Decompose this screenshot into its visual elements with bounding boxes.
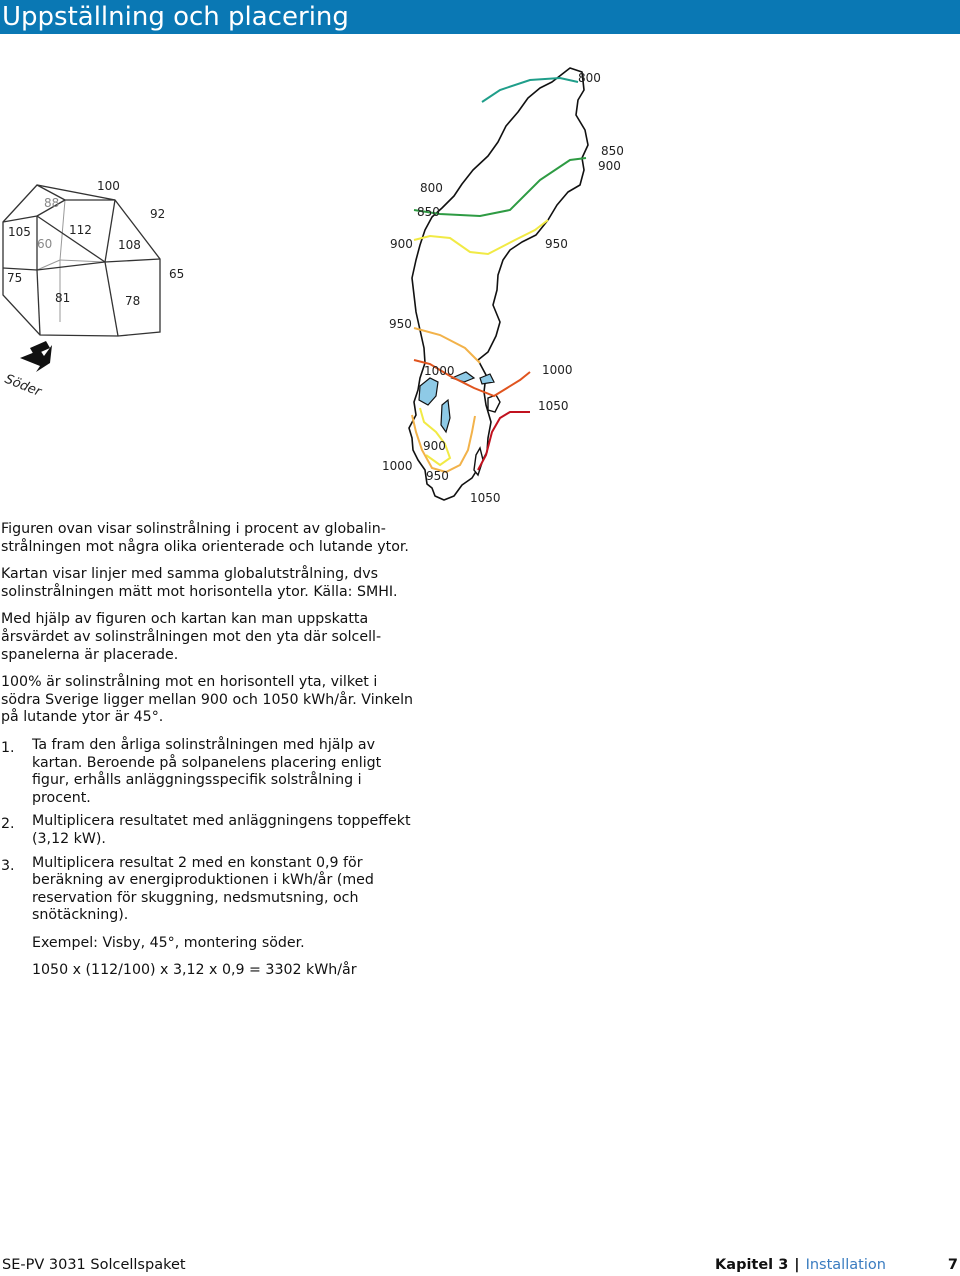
isoline-label: 1000: [382, 459, 413, 473]
sweden-outline: [409, 68, 588, 500]
figure-value: 60: [37, 237, 53, 251]
footer-chapter-info: [715, 1257, 958, 1273]
isoline-label: 1050: [538, 399, 569, 413]
paragraph-map-description: Kartan visar linjer med samma globalutstrålning, dvs solinstrålningen mätt mot horisontella ytor. Källa: SMHI.: [1, 566, 398, 600]
footer-document-name: SE-PV 3031 Solcellspaket: [2, 1257, 186, 1273]
paragraph-figure-description: Figuren ovan visar solinstrålning i procent av globalinstrålningen mot några olika orienterade och lutande ytor.: [1, 521, 409, 555]
step-2: [1, 813, 421, 848]
isoline-label: 1000: [542, 363, 573, 377]
step-3: [1, 855, 421, 925]
footer-chapter: Kapitel 3: [715, 1257, 789, 1273]
direction-label: Söder: [2, 371, 44, 400]
isoline-label: 800: [420, 181, 443, 195]
isoline-label: 950: [389, 317, 412, 331]
figure-value: 105: [8, 225, 31, 239]
paragraph-horizontal-reference: 100% är solinstrålning mot en horisontell yta, vilket i södra Sverige ligger mellan 900 och 1050 kWh/år. Vinkeln på lutande ytor är 45°.: [1, 674, 414, 726]
figure-value: 108: [118, 238, 141, 252]
figure-value: 88: [44, 196, 60, 210]
page-title: Uppställning och placering: [0, 0, 960, 34]
example-formula: 1050 x (112/100) x 3,12 x 0,9 = 3302 kWh/år: [32, 962, 357, 979]
example-label: Exempel: Visby, 45°, montering söder.: [32, 934, 305, 951]
figure-value: 65: [169, 267, 185, 281]
footer-separator: |: [794, 1257, 800, 1273]
figure-value: 100: [97, 179, 120, 193]
isoline-label: 900: [390, 237, 413, 251]
figure-value: 92: [150, 207, 166, 221]
paragraph-estimation: Med hjälp av figuren och kartan kan man uppskatta årsvärdet av solinstrålningen mot den yta där solcellspanelerna är placerade.: [1, 611, 382, 663]
sweden-map: [370, 60, 624, 520]
figure-value: 81: [55, 291, 71, 305]
isoline-label: 1000: [424, 364, 455, 378]
isoline-label: 850: [417, 205, 440, 219]
orientation-figure: [0, 170, 200, 400]
isoline-label: 850: [601, 144, 624, 158]
figure-value: 78: [125, 294, 141, 308]
step-number: 1.: [1, 739, 15, 756]
isoline-label: 1050: [470, 491, 501, 505]
isoline-label: 950: [426, 469, 449, 483]
isoline-label: 950: [545, 237, 568, 251]
body-text: [1, 521, 421, 986]
step-1: [1, 737, 421, 807]
figure-value: 112: [69, 223, 92, 237]
footer-section: Installation: [805, 1257, 886, 1273]
isoline-label: 800: [578, 71, 601, 85]
figure-value: 75: [7, 271, 23, 285]
isoline-label: 900: [598, 159, 621, 173]
step-text: Multiplicera resultat 2 med en konstant 0,9 för beräkning av energiproduktionen i kWh/år (med reservation för skuggning, nedsmutsning, och snötäckning).: [32, 854, 374, 924]
step-text: Multiplicera resultatet med anläggningens toppeffekt (3,12 kW).: [32, 813, 411, 847]
step-number: 3.: [1, 857, 15, 874]
figure-values: [7, 179, 184, 308]
footer-page-number: 7: [947, 1257, 958, 1273]
isoline-label: 900: [423, 439, 446, 453]
south-arrow-icon: [20, 341, 52, 372]
gotland-island: [488, 395, 500, 412]
step-text: Ta fram den årliga solinstrålningen med hjälp av kartan. Beroende på solpanelens placering enligt figur, erhålls anläggningsspecifik solstrålning i procent.: [32, 736, 382, 806]
step-number: 2.: [1, 816, 15, 833]
